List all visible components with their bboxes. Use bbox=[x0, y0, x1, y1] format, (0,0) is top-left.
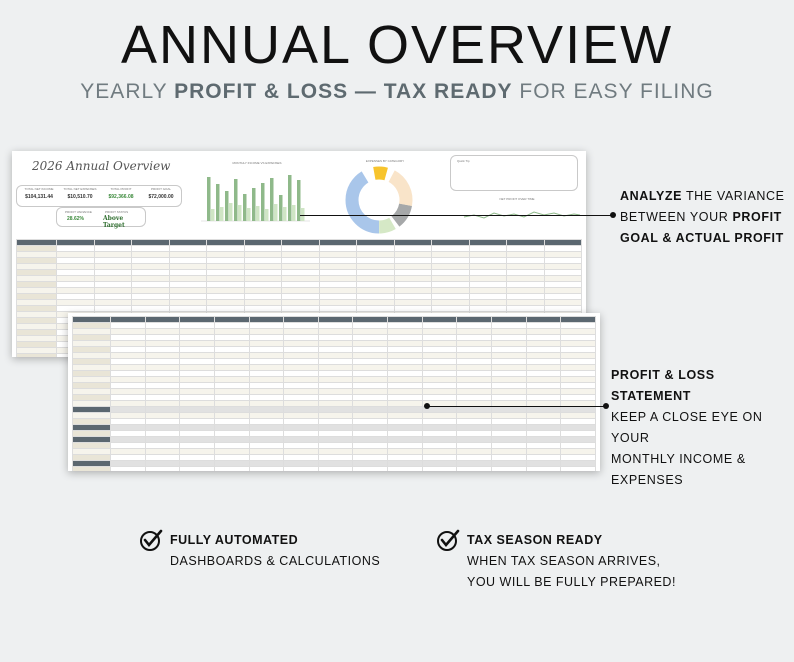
table-cell bbox=[180, 467, 215, 472]
table-cell bbox=[526, 467, 561, 472]
quick-tip-box bbox=[450, 155, 578, 191]
table-row bbox=[73, 467, 596, 472]
callout-leader-pl bbox=[427, 406, 607, 407]
table-cell bbox=[457, 467, 492, 472]
table-cell bbox=[214, 467, 249, 472]
line-chart-caption: NET PROFIT OVER TIME bbox=[499, 197, 535, 201]
subtitle-bold: PROFIT & LOSS — TAX READY bbox=[174, 80, 513, 103]
feature-automated bbox=[170, 530, 380, 572]
table-cell bbox=[73, 467, 111, 472]
variance-label: PROFIT VARIANCE bbox=[65, 210, 92, 214]
variance-status: Above Target bbox=[103, 215, 125, 229]
variance-percent: 28.62% bbox=[67, 216, 84, 222]
subtitle-prefix: YEARLY bbox=[80, 80, 175, 103]
table-cell bbox=[388, 467, 423, 472]
expense-table bbox=[72, 316, 596, 471]
callout-leader-analyze bbox=[300, 215, 614, 216]
feature-tax-ready bbox=[467, 530, 676, 593]
kpi-value: $92,366.08 bbox=[108, 194, 134, 200]
kpi-value: $104,131.44 bbox=[25, 194, 53, 200]
callout-analyze-line2: BETWEEN YOUR bbox=[620, 210, 733, 224]
feature-title: FULLY AUTOMATED bbox=[170, 533, 299, 547]
table-cell bbox=[353, 467, 388, 472]
callout-analyze-line3: GOAL & ACTUAL PROFIT bbox=[620, 231, 784, 245]
expense-donut-chart bbox=[344, 165, 414, 235]
kpi-profit-goal bbox=[141, 187, 181, 200]
page-subtitle bbox=[0, 80, 794, 104]
callout-pl-line2: MONTHLY INCOME & EXPENSES bbox=[611, 452, 746, 487]
checkmark-circle-icon bbox=[139, 528, 163, 552]
callout-dot-pl bbox=[603, 403, 609, 409]
callout-analyze-text: THE VARIANCE bbox=[682, 189, 785, 203]
quick-tip-title: Quick Tip bbox=[457, 159, 470, 163]
table-cell bbox=[111, 467, 146, 472]
feature-line1: WHEN TAX SEASON ARRIVES, bbox=[467, 554, 661, 568]
donut-caption: EXPENSES BY CATEGORY bbox=[365, 159, 405, 163]
callout-pl-title: PROFIT & LOSS STATEMENT bbox=[611, 368, 715, 403]
kpi-total-profit bbox=[101, 187, 141, 200]
kpi-total-expenses bbox=[60, 187, 100, 200]
feature-line1: DASHBOARDS & CALCULATIONS bbox=[170, 554, 381, 568]
kpi-label: PROFIT GOAL bbox=[150, 187, 172, 191]
dashboard-title: 2026 Annual Overview bbox=[32, 159, 171, 173]
checkmark-circle-icon bbox=[436, 528, 460, 552]
feature-title: TAX SEASON READY bbox=[467, 533, 603, 547]
table-cell bbox=[492, 467, 527, 472]
table-cell bbox=[561, 467, 596, 472]
kpi-label: TOTAL PROFIT bbox=[110, 187, 132, 191]
table-cell bbox=[318, 467, 353, 472]
subtitle-suffix: FOR EASY FILING bbox=[512, 80, 714, 103]
kpi-total-income bbox=[19, 187, 59, 200]
income-expense-bar-chart bbox=[197, 169, 312, 223]
table-cell bbox=[17, 354, 57, 358]
kpi-panel bbox=[16, 185, 182, 207]
kpi-value: $72,000.00 bbox=[148, 194, 174, 200]
table-cell bbox=[422, 467, 457, 472]
callout-pl bbox=[611, 365, 794, 491]
callout-pl-line1: KEEP A CLOSE EYE ON YOUR bbox=[611, 410, 763, 445]
kpi-label: TOTAL NET INCOME bbox=[24, 187, 54, 191]
table-cell bbox=[284, 467, 319, 472]
callout-analyze bbox=[620, 186, 785, 249]
kpi-label: TOTAL NET EXPENSES bbox=[63, 187, 97, 191]
kpi-value: $10,510.70 bbox=[67, 194, 93, 200]
profit-loss-sheet bbox=[68, 313, 600, 471]
variance-panel bbox=[56, 207, 146, 227]
table-cell bbox=[145, 467, 180, 472]
page-title: ANNUAL OVERVIEW bbox=[120, 15, 674, 75]
callout-analyze-bold: ANALYZE bbox=[620, 189, 683, 203]
callout-dot-analyze bbox=[610, 212, 616, 218]
callout-analyze-line2-bold: PROFIT bbox=[732, 210, 782, 224]
bar-chart-caption: MONTHLY INCOME VS EXPENSES bbox=[232, 161, 282, 165]
feature-line2: YOU WILL BE FULLY PREPARED! bbox=[467, 575, 676, 589]
callout-dot-pl-start bbox=[424, 403, 430, 409]
net-profit-line-chart bbox=[462, 203, 582, 225]
table-cell bbox=[249, 467, 284, 472]
variance-status-label: PROFIT STATUS bbox=[105, 210, 129, 214]
